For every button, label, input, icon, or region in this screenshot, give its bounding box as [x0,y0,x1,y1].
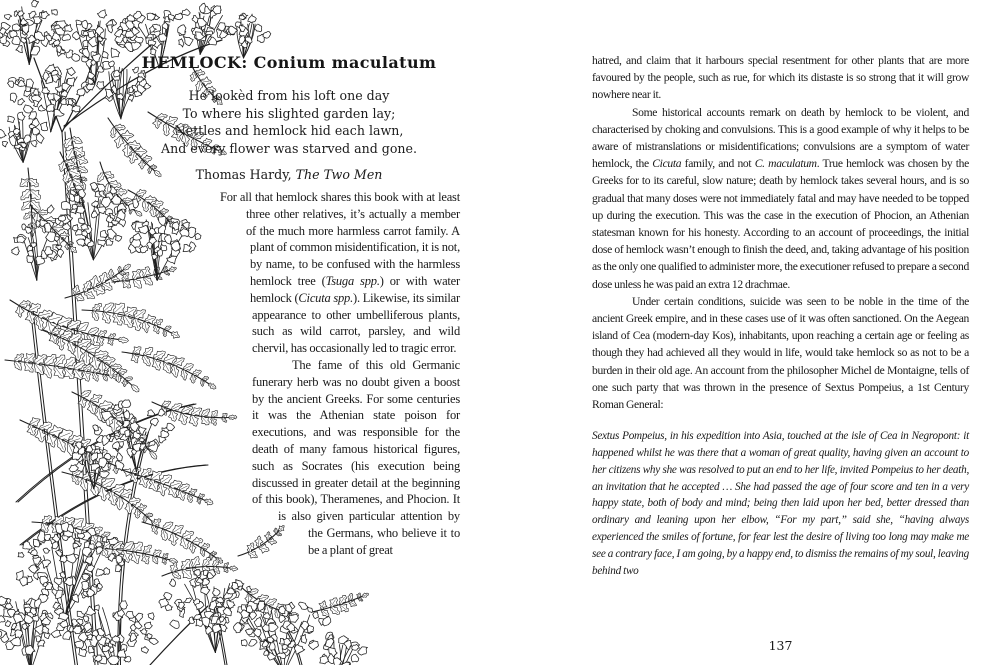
text-wrap-spacer [100,417,235,477]
text-wrap-spacer [100,615,340,631]
right-page [592,52,969,579]
text-wrap-spacer [100,477,240,499]
poem-line: And every flower was starved and gone. [160,140,417,156]
poem-line: He lookèd from his loft one day [188,88,390,104]
body-paragraph: For all that hemlock shares this book with at least three other relatives, it’s actually a member of the much more harmless carrot family. A plant of common misidentification, it is not, by name, to be confused with the harmless hemlock tree (Tsuga spp.) or with water hemlock (Cicuta spp.). Likewise, its similar appearance to other umbelliferous plants, such as wild carrot, parsley, and wild chervil, has occasionally led to tragic error. [220,190,460,356]
chapter-title: HEMLOCK: Conium maculatum [141,53,437,72]
poem-line: To where his slighted garden lay; [182,105,396,121]
text-wrap-spacer [100,247,250,297]
poem [118,87,460,157]
body-paragraph: Some historical accounts remark on death by hemlock to be violent, and characterised by choking and convulsions. This is a good example of why it helps to be aware of mistranslations or misidentifications; convulsions are a symptom of water hemlock, the Cicuta family, and not C. maculatum. True hemlock was chosen by the Greeks for to its careful, slow nature; death by hemlock takes several hours, and is so gradual that many doses were not immediately fatal and may have needed to be topped up during the execution. This was the case in the execution of Phocion, an Athenian statesman known for his honesty. According to an account of proceedings, the initial dose of hemlock wasn’t enough to finish the deed, and, taking advantage of his position as the only one qualified to administer more, the executioner refused to prepare a second dose unless he was paid an extra 12 drachmae. [592,105,969,291]
text-wrap-spacer [100,297,242,357]
text-wrap-spacer [100,597,335,615]
text-wrap-spacer [100,539,308,559]
poem-line: Nettles and hemlock hid each lawn, [174,123,404,139]
text-wrap-spacer [100,357,236,417]
body-paragraph: hatred, and claim that it harbours special resentment for other plants that are more favoured by the people, such as rue, for which its distaste is so strong that it will grow nowhere near it. [592,54,969,102]
body-paragraph: Under certain conditions, suicide was seen to be noble in the time of the ancient Greek empire, and in these cases use of it was often sanctioned. On the Aegean island of Cea (modern-day Kos), inhabitants, upon reaching a certain age or feeling as though they had achieved all they would in life, would take hemlock so as not to be a burden in their old age. An account from the philosopher Michel de Montaigne, tells of one such party that was thrown in the presence of Sextus Pompeius, a 1st Century Roman General: [592,294,969,412]
text-wrap-spacer [100,559,325,579]
text-wrap-spacer [100,579,330,597]
left-page-body [100,189,460,645]
text-wrap-spacer [100,519,278,539]
body-paragraph: The fame of this old Germanic funerary herb was no doubt given a boost by the ancient Greeks. For some centuries it was the Athenian state poison for executions, and was responsible for the death of many famous historical figures, such as Socrates (his execution being discussed in greater detail at the beginning of this book), Theramenes, and Phocion. It is also given particular attention by the Germans, who believe it to be a plant of great [252,357,460,557]
text-wrap-spacer [100,631,345,645]
left-page-header [118,53,460,182]
text-wrap-spacer [100,207,246,247]
page-number: 137 [768,638,793,653]
text-wrap-spacer [100,499,252,519]
montaigne-quote: Sextus Pompeius, in his expedition into Asia, touched at the isle of Cea in Negropont: it happened whilst he was there that a woman of great quality, having given an account to her citizens why she was resolved to put an end to her life, invited Pompeius to her death, an invitation that he accepted … She had passed the age of four score and ten in a very happy state, both of body and mind; being then laid upon her bed, better dressed than ordinary and leaning upon her elbow, “For my part,” said she, “having always experienced the smiles of fortune, for fear lest the desire of living too long may make me see a contrary face, I am going, by a happy end, to dismiss the remains of my soul, leaving behind two [592,430,969,577]
text-wrap-spacer [100,189,220,207]
poem-attribution: Thomas Hardy, The Two Men [195,166,383,182]
